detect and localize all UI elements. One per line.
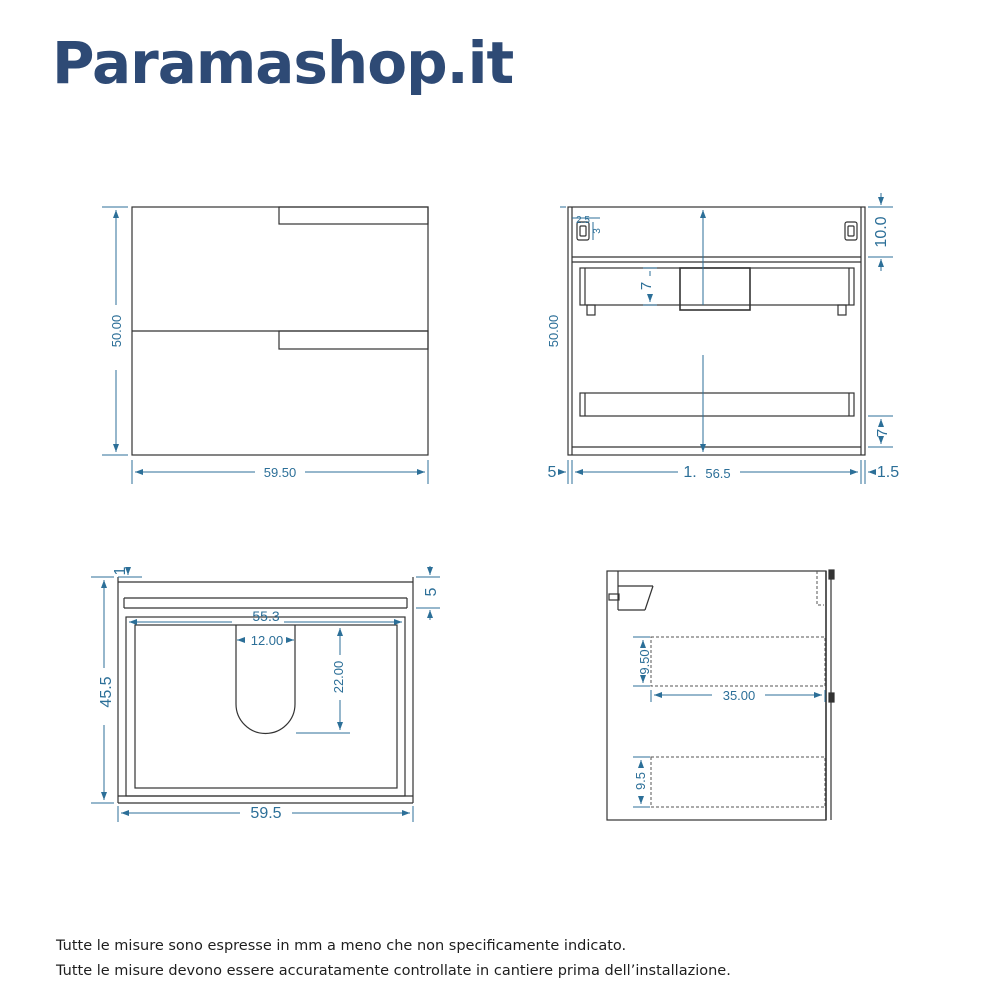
top-depth-dim: 45.5 bbox=[98, 676, 115, 708]
back-view-dimensions bbox=[560, 193, 893, 484]
front-view-dimensions bbox=[102, 207, 428, 484]
back-cabinet-outline bbox=[568, 207, 865, 455]
side-view-dimensions bbox=[633, 637, 825, 807]
lower-drawer-handle bbox=[279, 331, 428, 349]
brand-logo: Paramashop.it bbox=[52, 29, 514, 97]
back-inner-width-dim: 56.5 bbox=[705, 466, 731, 481]
upper-rail bbox=[580, 268, 854, 305]
top-right-depth-dim: 5 bbox=[423, 587, 440, 597]
front-height-label: 50.00 bbox=[109, 314, 124, 348]
upper-drawer-handle bbox=[279, 207, 428, 224]
back-bottom-right-dim: 7 bbox=[874, 428, 891, 438]
side-lower-drawer-height-dim: 9.5 bbox=[633, 771, 648, 791]
back-left-offset-dim: 5 bbox=[547, 464, 557, 481]
back-rail-height-dim: 7 bbox=[638, 281, 655, 291]
back-height-label: 50.00 bbox=[546, 314, 561, 348]
side-upper-drawer-height-dim: 9.50 bbox=[637, 649, 652, 675]
front-view bbox=[132, 207, 428, 455]
lower-rail bbox=[580, 393, 854, 416]
footnote-units: Tutte le misure sono espresse in mm a meno che non specificamente indicato. bbox=[56, 938, 627, 954]
back-inner-prefix: 1. bbox=[683, 464, 697, 481]
footnote-verify: Tutte le misure devono essere accuratamente controllate in cantiere prima dell’installazione. bbox=[56, 963, 731, 979]
front-width-label: 59.50 bbox=[263, 465, 297, 480]
upper-drawer-hidden bbox=[651, 637, 825, 686]
back-top-right-dim: 10.0 bbox=[873, 216, 890, 248]
top-view-dimensions bbox=[91, 566, 440, 822]
right-hanger-bracket-icon bbox=[845, 222, 857, 240]
footnotes bbox=[56, 934, 731, 984]
side-drawer-depth-dim: 35.00 bbox=[722, 688, 756, 703]
basin-inner-outline bbox=[135, 625, 397, 788]
top-rim-dim: 1 bbox=[112, 566, 129, 576]
top-width-dim: 59.5 bbox=[250, 805, 282, 822]
top-cutout-depth-dim: 22.00 bbox=[331, 660, 346, 694]
lower-drawer-hidden bbox=[651, 757, 825, 807]
back-view bbox=[568, 207, 865, 455]
pipe-opening bbox=[680, 268, 750, 310]
back-right-offset-dim: 1.5 bbox=[876, 464, 900, 481]
back-small-dim-3: 3 bbox=[592, 228, 603, 234]
top-inner-width-dim: 55.3 bbox=[252, 608, 280, 624]
back-small-dim-2-5: 2.5 bbox=[576, 215, 590, 226]
top-cutout-width-dim: 12.00 bbox=[250, 633, 284, 648]
